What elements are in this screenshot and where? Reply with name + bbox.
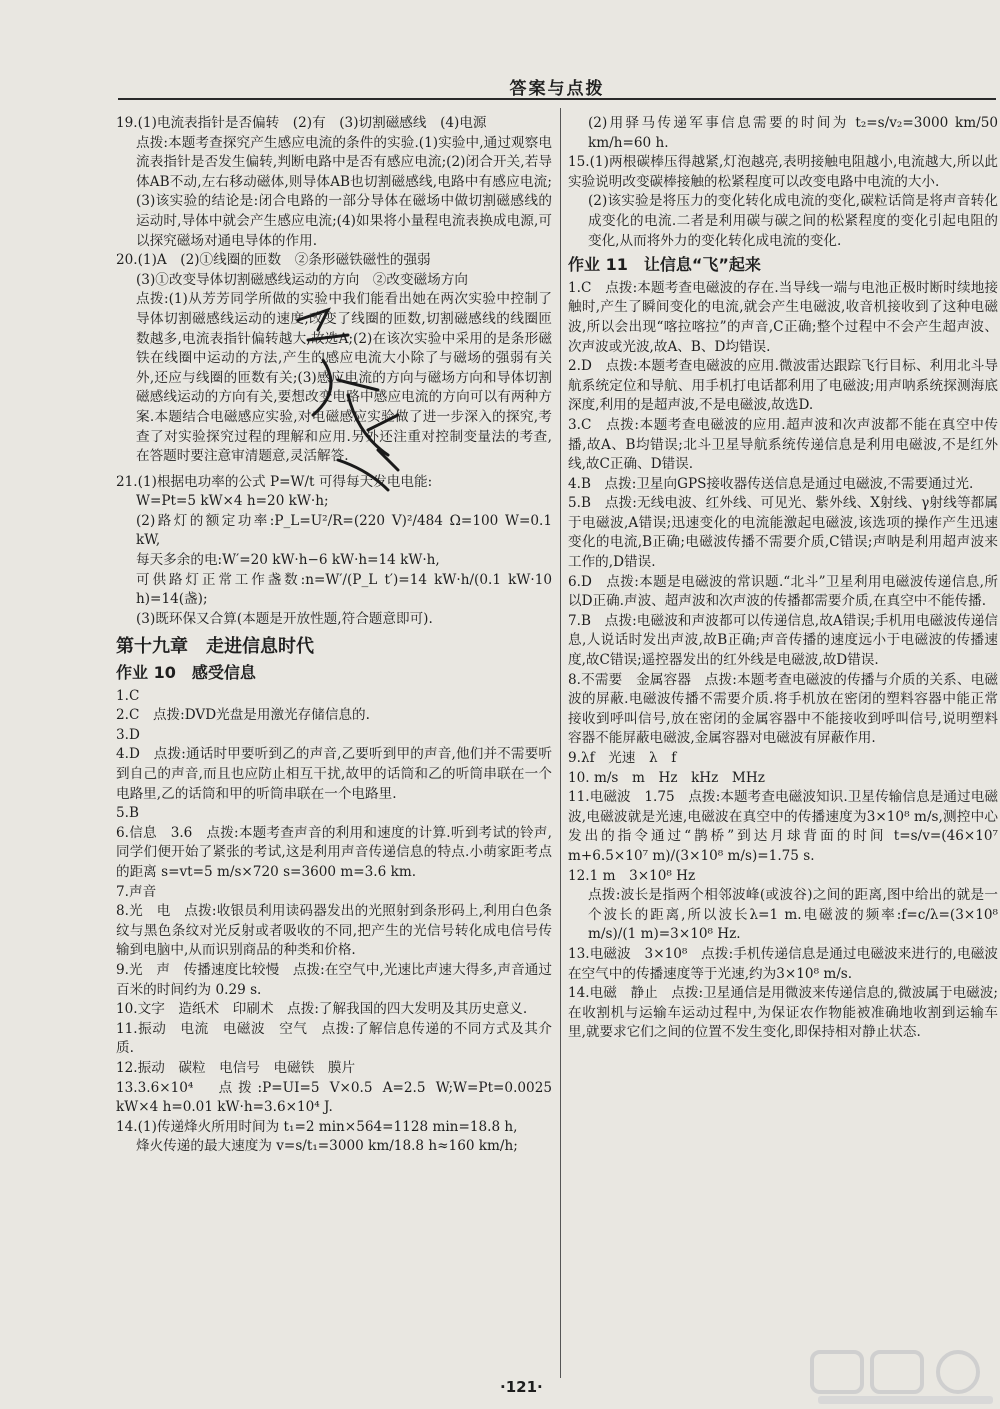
answer-19: 19.(1)电流表指针是否偏转 (2)有 (3)切割磁感线 (4)电源 bbox=[116, 115, 487, 131]
answer-item: 12.振动 碳粒 电信号 电磁铁 膜片 bbox=[116, 1059, 356, 1076]
answer-item: 点拨:波长是指两个相邻波峰(或波谷)之间的距离,图中给出的就是一个波长的距离,所以波长λ=1 m.电磁波的频率:f=c/λ=(3×10⁸ m/s)/(1 m)=3×10⁸ Hz. bbox=[588, 887, 998, 943]
answer-item: 1.C bbox=[116, 687, 140, 704]
answer-item: 7.声音 bbox=[116, 883, 157, 900]
answer-21: 21.(1)根据电功率的公式 P=W/t 可得每天发电电能: bbox=[116, 473, 433, 490]
right-column bbox=[568, 114, 998, 1043]
handwritten-annotation bbox=[278, 300, 418, 500]
answer-item: 6.信息 3.6 点拨:本题考查声音的利用和速度的计算.听到考试的铃声,同学们便开始了紧张的考试,这是利用声音传递信息的特点.小萌家距考点的距离 s=vt=5 m/s×720 s=3600 m=3.6 km. bbox=[116, 824, 552, 880]
answer-item: 5.B bbox=[116, 805, 139, 822]
answer-item: 4.D 点拨:通话时甲要听到乙的声音,乙要听到甲的声音,他们并不需要听到自己的声音,而且也应防止相互干扰,故甲的话筒和乙的听筒串联在一个电路里,乙的话筒和甲的听筒串联在一个电路里. bbox=[116, 746, 552, 802]
answer-20-part3: (3)①改变导体切割磁感线运动的方向 ②改变磁场方向 bbox=[136, 271, 468, 288]
answer-item: 1.C 点拨:本题考查电磁波的存在.当导线一端与电池正极时断时续地接触时,产生了瞬间变化的电流,就会产生电磁波,收音机接收到了这种电磁波,所以会出现“喀拉喀拉”的声音,C正确;整个过程中不会产生超声波、次声波或光波,故A、B、D均错误. bbox=[568, 279, 998, 355]
answer-item: 7.B 点拨:电磁波和声波都可以传递信息,故A错误;手机用电磁波传递信息,人说话时发出声波,故B正确;声音传播的速度远小于电磁波的传播速度,故C错误;遥控器发出的红外线是电磁波,故D错误. bbox=[568, 612, 998, 669]
watermark-logo bbox=[808, 1348, 998, 1406]
answer-21-line: W=Pt=5 kW×4 h=20 kW·h; bbox=[136, 493, 329, 510]
answer-item: 2.C 点拨:DVD光盘是用激光存储信息的. bbox=[116, 707, 370, 724]
answer-20: 20.(1)A (2)①线圈的匝数 ②条形磁铁磁性的强弱 bbox=[116, 252, 431, 269]
answer-14-part2: (2)用驿马传递军事信息需要的时间为 t₂=s/v₂=3000 km/50 km/h=60 h. bbox=[588, 115, 998, 151]
column-divider bbox=[560, 108, 561, 1378]
answer-item: 9.光 声 传播速度比较慢 点拨:在空气中,光速比声速大得多,声音通过百米的时间约为 0.29 s. bbox=[116, 961, 552, 998]
answer-20-hint: 点拨:(1)从芳芳同学所做的实验中我们能看出她在两次实验中控制了导体切割磁感线运动的速度,改变了线圈的匝数,切割磁感线的线圈匝数越多,电流表指针偏转越大,故选A;(2)在该次实验中采用的是条形磁铁在线圈中运动的方法,产生的感应电流大小除了与磁场的强弱有关外,还应与线圈的匝数有关;(3)感应电流的方向与磁场方向和导体切割磁感线运动的方向有关,要想改变电路中感应电流的方向可以有两种方案.本题结合电磁感应实验,对电磁感应实验做了进一步深入的探究,考查了对实验探究过程的理解和应用.另外还注重对控制变量法的考查,在答题时要注意审清题意,灵活解答. bbox=[136, 291, 552, 465]
page-header bbox=[118, 72, 996, 100]
answer-item: 13.电磁波 3×10⁸ 点拨:手机传递信息是通过电磁波来进行的,电磁波在空气中的传播速度等于光速,约为3×10⁸ m/s. bbox=[568, 945, 998, 982]
left-column bbox=[116, 114, 552, 1157]
answer-21-line: (2)路灯的额定功率:P_L=U²/R=(220 V)²/484 Ω=100 W=0.1 kW, bbox=[136, 512, 552, 549]
answer-item: 9.λf 光速 λ f bbox=[568, 750, 677, 766]
answer-item: 3.C 点拨:本题考查电磁波的应用.超声波和次声波都不能在真空中传播,故A、B均错误;北斗卫星导航系统传递信息是利用电磁波,不是红外线,故C正确、D错误. bbox=[568, 416, 998, 473]
chapter-title: 第十九章 走进信息时代 bbox=[116, 636, 314, 658]
answer-item: 8.不需要 金属容器 点拨:本题考查电磁波的传播与介质的关系、电磁波的屏蔽.电磁波传播不需要介质.将手机放在密闭的塑料容器中能正常接收到呼叫信号,放在密闭的金属容器中不能接收到呼叫信号,说明塑料容器不能屏蔽电磁波,金属容器对电磁波有屏蔽作用. bbox=[568, 671, 998, 747]
answer-21-line: 每天多余的电:W′=20 kW·h−6 kW·h=14 kW·h, bbox=[136, 552, 440, 569]
answer-item: 10.文字 造纸术 印刷术 点拨:了解我国的四大发明及其历史意义. bbox=[116, 1001, 528, 1018]
answer-item: 14.(1)传递烽火所用时间为 t₁=2 min×564=1128 min=18.8 h, bbox=[116, 1118, 518, 1135]
answer-item: 14.电磁 静止 点拨:卫星通信是用微波来传递信息的,微波属于电磁波;在收割机与运输车运动过程中,为保证农作物能被准确地收割到运输车里,就要求它们之间的位置不发生变化,即保持相对静止状态. bbox=[568, 985, 998, 1041]
answer-item: 4.B 点拨:卫星向GPS接收器传送信息是通过电磁波,不需要通过光. bbox=[568, 475, 974, 492]
answer-item: 11.振动 电流 电磁波 空气 点拨:了解信息传递的不同方式及其介质. bbox=[116, 1020, 552, 1057]
answer-item: 8.光 电 点拨:收银员利用读码器发出的光照射到条形码上,利用白色条纹与黑色条纹对光反射或者吸收的不同,把产生的光信号转化成电信号传输到电脑中,从而识别商品的种类和价格. bbox=[116, 903, 552, 959]
answer-item: 3.D bbox=[116, 726, 140, 743]
answer-item: 5.B 点拨:无线电波、红外线、可见光、紫外线、X射线、γ射线等都属于电磁波,A错误;迅速变化的电流能激起电磁波,该选项的操作产生迅速变化的电流,B正确;电磁波传播不需要介质,C错误;声呐是利用超声波来工作的,D错误. bbox=[568, 495, 998, 571]
homework-title: 作业 11 让信息“飞”起来 bbox=[568, 255, 761, 275]
answer-item: 11.电磁波 1.75 点拨:本题考查电磁波知识.卫星传输信息是通过电磁波,电磁波就是光速,电磁波在真空中的传播速度为3×10⁸ m/s,测控中心发出的指令通过“鹊桥”到达月球背面的时间 t=s/v=(46×10⁷ m+6.5×10⁷ m)/(3×10⁸ m/s)=1.75 s. bbox=[568, 789, 998, 864]
answer-19-hint: 点拨:本题考查探究产生感应电流的条件的实验.(1)实验中,通过观察电流表指针是否发生偏转,判断电路中是否有感应电流;(2)闭合开关,若导体AB不动,左右移动磁体,则导体AB也切割磁感线,电路中有感应电流;(3)该实验的结论是:闭合电路的一部分导体在磁场中做切割磁感线的运动时,导体中就会产生感应电流;(4)如果将小量程电流表换成电源,可以探究磁场对通电导体的作用. bbox=[136, 134, 552, 249]
answer-15-part2: (2)该实验是将压力的变化转化成电流的变化,碳粒话筒是将声音转化成变化的电流.二者是利用碳与碳之间的松紧程度的变化引起电阻的变化,从而将外力的变化转化成电流的变化. bbox=[588, 193, 998, 249]
answer-item: 2.D 点拨:本题考查电磁波的应用.微波雷达跟踪飞行目标、利用北斗导航系统定位和导航、用手机打电话都利用了电磁波;用声呐系统探测海底深度,利用的是超声波,不是电磁波,故选D. bbox=[568, 358, 998, 414]
answer-15: 15.(1)两根碳棒压得越紧,灯泡越亮,表明接触电阻越小,电流越大,所以此实验说明改变碳棒接触的松紧程度可以改变电路中电流的大小. bbox=[568, 154, 998, 190]
header-title: 答案与点拨 bbox=[509, 79, 605, 99]
answer-item: 烽火传递的最大速度为 v=s/t₁=3000 km/18.8 h≈160 km/h; bbox=[136, 1138, 518, 1155]
answer-item: 12.1 m 3×10⁸ Hz bbox=[568, 867, 696, 884]
answer-item: 13.3.6×10⁴ 点拨:P=UI=5 V×0.5 A=2.5 W;W=Pt=0.0025 kW×4 h=0.01 kW·h=3.6×10⁴ J. bbox=[116, 1079, 552, 1116]
answer-item: 10. m/s m Hz kHz MHz bbox=[568, 769, 765, 786]
answer-21-line: 可供路灯正常工作盏数:n=W′/(P_L t′)=14 kW·h/(0.1 kW·10 h)=14(盏); bbox=[136, 571, 552, 608]
answer-21-line: (3)既环保又合算(本题是开放性题,符合题意即可). bbox=[136, 610, 433, 627]
homework-title: 作业 10 感受信息 bbox=[116, 663, 256, 683]
page-number: ·121· bbox=[500, 1378, 543, 1396]
answer-item: 6.D 点拨:本题是电磁波的常识题.“北斗”卫星利用电磁波传递信息,所以D正确.声波、超声波和次声波的传播都需要介质,在真空中不能传播. bbox=[568, 573, 998, 610]
